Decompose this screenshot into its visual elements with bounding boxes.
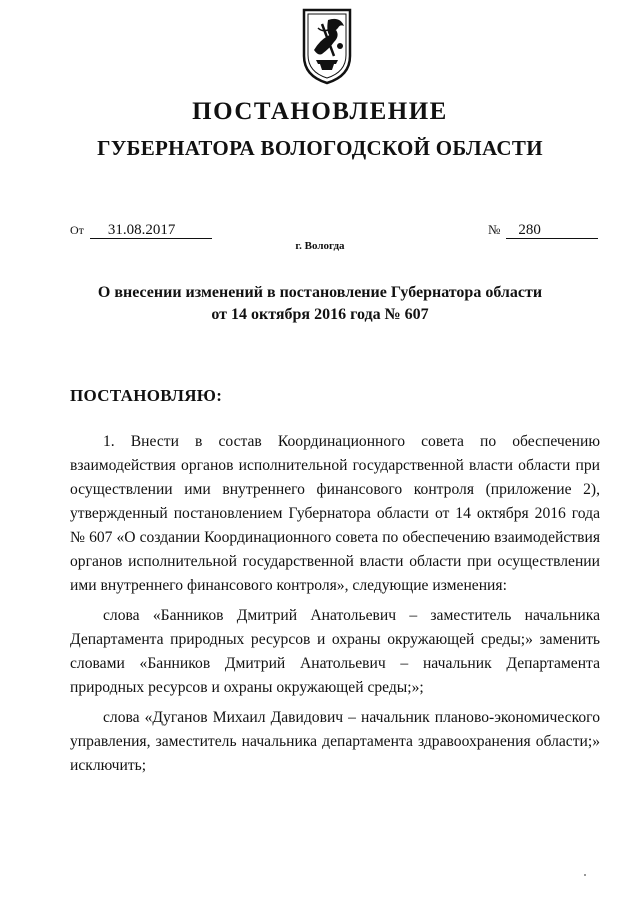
coat-of-arms-emblem [300,6,354,86]
date-label: От [70,223,84,237]
subject-line-2: от 14 октября 2016 года № 607 [211,306,429,323]
date-field [70,222,212,239]
city: г. Вологда [295,240,345,252]
subject-line-1: О внесении изменений в постановление Губернатора области [97,284,543,301]
document-issuer: ГУБЕРНАТОРА ВОЛОГОДСКОЙ ОБЛАСТИ [97,136,543,160]
date-value: 31.08.2017 [90,222,212,239]
paragraph-2: слова «Банников Дмитрий Анатольевич – заместитель начальника Департамента природных ресурсов и охраны окружающей среды;» заменить словами «Банников Дмитрий Анатольевич – начальник Департамента природных ресурсов и охраны окружающей среды;»; [70,607,600,696]
decree-word: ПОСТАНОВЛЯЮ: [70,386,223,405]
document-subject [0,282,640,326]
paragraph-3: слова «Дуганов Михаил Давидович – начальник планово-экономического управления, заместитель начальника департамента здравоохранения области;» исключить; [70,709,600,774]
paragraph-1: 1. Внести в состав Координационного совета по обеспечению взаимодействия органов исполнительной государственной власти области при осуществлении ими внутреннего финансового контроля (приложение 2), утвержденный постановлением Губернатора области от 14 октября 2016 года № 607 «О создании Координационного совета по обеспечению взаимодействия органов исполнительной государственной власти области при осуществлении ими внутреннего финансового контроля», следующие изменения: [70,433,600,594]
number-label: № [488,222,501,237]
number-field [488,222,598,239]
document-body [70,430,600,784]
number-value: 280 [506,222,598,239]
scan-speck [584,874,586,876]
document-title: ПОСТАНОВЛЕНИЕ [192,98,448,125]
